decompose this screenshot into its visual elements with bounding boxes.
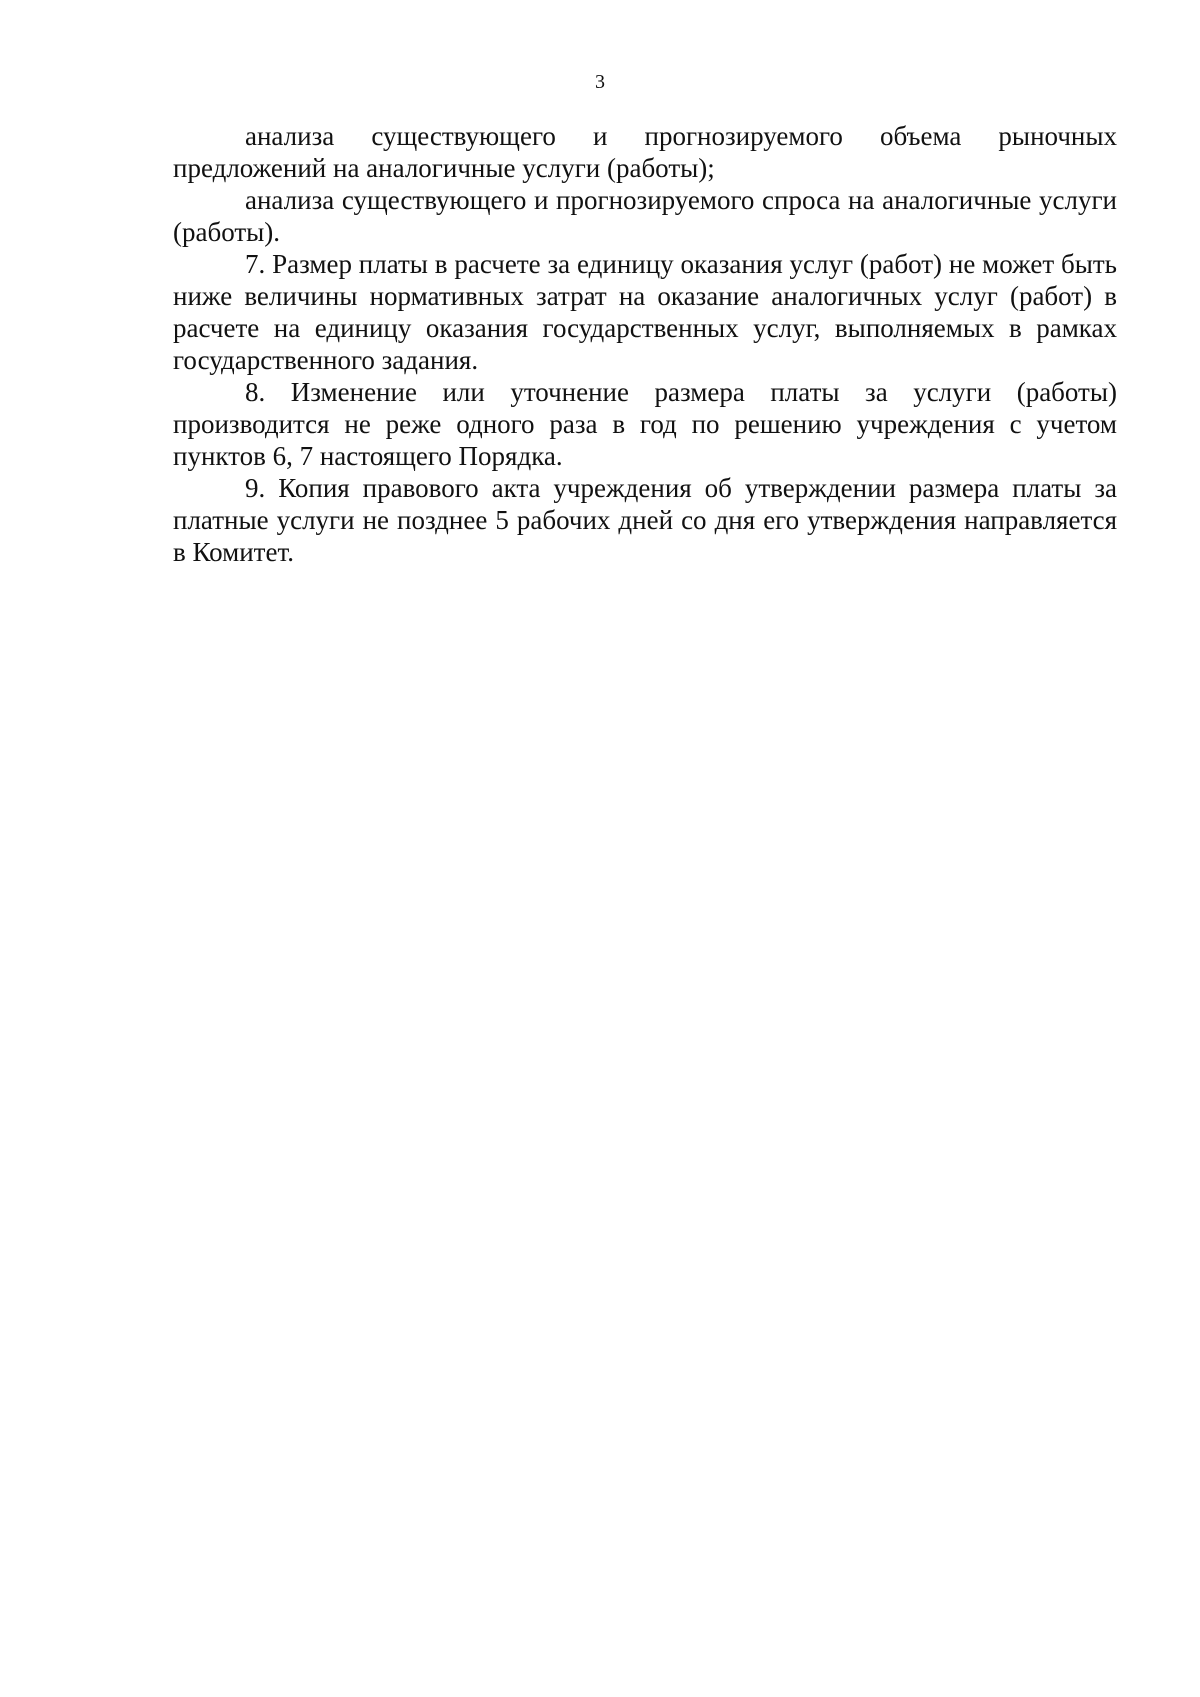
document-body xyxy=(173,120,1117,568)
paragraph-item-9: 9. Копия правового акта учреждения об утверждении размера платы за платные услуги не позднее 5 рабочих дней со дня его утверждения направляется в Комитет. xyxy=(173,473,1117,567)
paragraph-market-offers-analysis: анализа существующего и прогнозируемого объема рыночных предложений на аналогичные услуги (работы); xyxy=(173,121,1117,183)
page-number: 3 xyxy=(595,71,605,93)
paragraph-demand-analysis: анализа существующего и прогнозируемого спроса на аналогичные услуги (работы). xyxy=(173,185,1117,247)
paragraph-item-8: 8. Изменение или уточнение размера платы за услуги (работы) производится не реже одного раза в год по решению учреждения с учетом пунктов 6, 7 настоящего Порядка. xyxy=(173,377,1117,471)
paragraph-item-7: 7. Размер платы в расчете за единицу оказания услуг (работ) не может быть ниже величины нормативных затрат на оказание аналогичных услуг (работ) в расчете на единицу оказания государственных услуг, выполняемых в рамках государственного задания. xyxy=(173,249,1117,375)
